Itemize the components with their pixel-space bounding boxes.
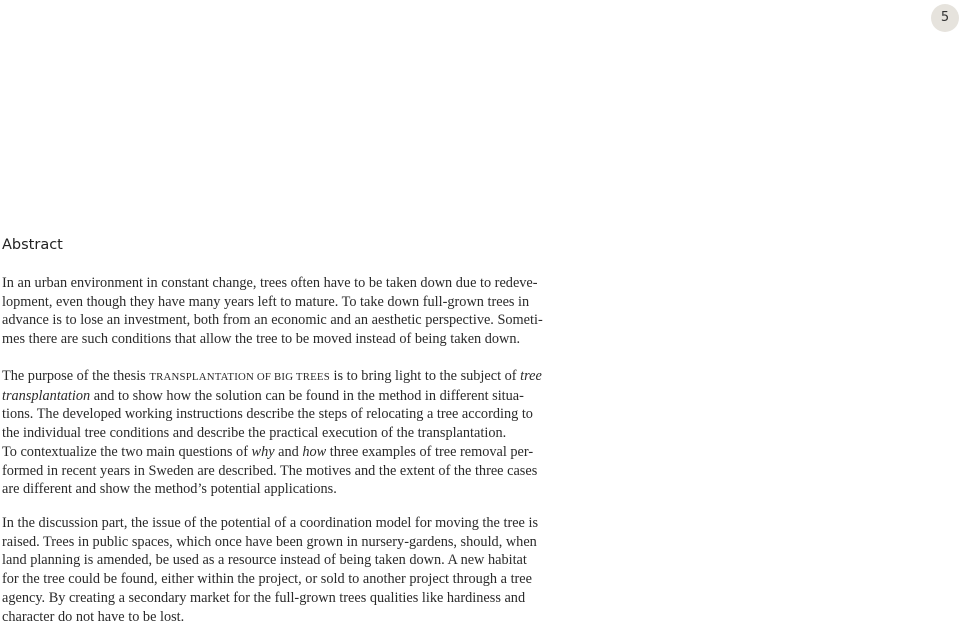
text-line: mes there are such conditions that allow the tree to be moved instead of being taken down. (2, 331, 521, 348)
abstract-paragraph-2 (2, 367, 567, 499)
text-line: tions. The developed working instructions describe the steps of relocating a tree according to (2, 406, 533, 423)
text-line: lopment, even though they have many years left to mature. To take down full-grown trees in (2, 293, 530, 310)
text-line: In the discussion part, the issue of the potential of a coordination model for moving the tree is (2, 515, 539, 531)
abstract-paragraph-3 (2, 514, 567, 626)
text-line (2, 387, 567, 406)
text-fragment: and (274, 443, 303, 460)
text-line: formed in recent years in Sweden are described. The motives and the extent of the three cases (2, 462, 538, 479)
text-line: agency. By creating a secondary market for the full-grown trees qualities like hardiness and (2, 589, 526, 606)
text-line: character do not have to be lost. (2, 608, 185, 625)
text-line (2, 367, 567, 387)
text-fragment: The purpose of the thesis (2, 368, 150, 384)
abstract-heading: Abstract (2, 237, 63, 253)
abstract-paragraph-1 (2, 274, 567, 349)
page-number-badge: 5 (931, 4, 959, 32)
text-line (2, 443, 567, 462)
text-line: land planning is amended, be used as a resource instead of being taken down. A new habitat (2, 552, 527, 569)
text-fragment: and to show how the solution can be found in the method in different situa- (90, 387, 524, 404)
text-fragment: To contextualize the two main questions of (2, 443, 252, 460)
italic-why: why (251, 443, 275, 460)
italic-term: tree (520, 368, 542, 384)
text-fragment: three examples of tree removal per- (326, 443, 534, 460)
text-line: are different and show the method’s potential applications. (2, 481, 337, 498)
text-line: the individual tree conditions and describe the practical execution of the transplantation. (2, 425, 507, 442)
text-line: for the tree could be found, either within the project, or sold to another project through a tree (2, 571, 532, 588)
italic-how: how (302, 443, 327, 460)
text-line: advance is to lose an investment, both from an economic and an aesthetic perspective. Someti- (2, 312, 543, 329)
italic-term: transplantation (2, 387, 91, 404)
text-line: In an urban environment in constant change, trees often have to be taken down due to redeve- (2, 275, 538, 291)
thesis-title: TRANSPLANTATION OF BIG TREES (149, 371, 330, 383)
text-line: raised. Trees in public spaces, which once have been grown in nursery-gardens, should, when (2, 533, 537, 550)
text-fragment: is to bring light to the subject of (329, 368, 521, 384)
